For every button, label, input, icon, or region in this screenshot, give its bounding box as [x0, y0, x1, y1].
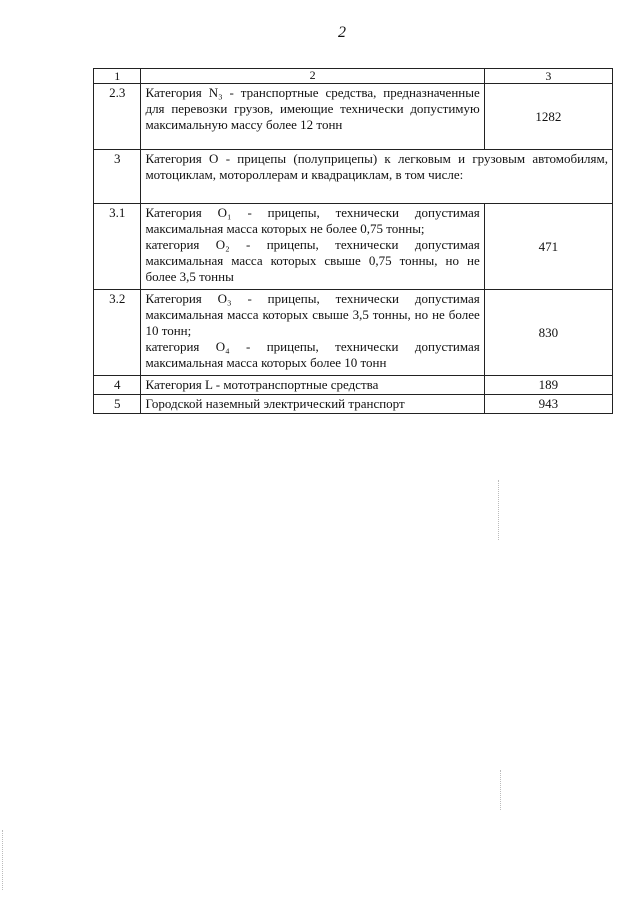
table-row	[94, 204, 613, 290]
row-description	[141, 84, 484, 150]
scan-mark	[2, 830, 3, 890]
header-cell-col1: 1	[94, 69, 141, 84]
row-value: 1282	[484, 84, 612, 150]
table-row	[94, 395, 613, 414]
row-number: 3	[94, 150, 141, 204]
document-table	[93, 68, 613, 414]
row-number: 2.3	[94, 84, 141, 150]
row-number: 4	[94, 376, 141, 395]
description-text: Категория L - мототранспортные средства	[145, 377, 379, 392]
row-description	[141, 290, 484, 376]
page-number: 2	[338, 24, 346, 41]
row-description	[141, 204, 484, 290]
table-row	[94, 84, 613, 150]
table-row	[94, 150, 613, 204]
row-description	[141, 376, 484, 395]
description-text: Городской наземный электрический транспорт	[145, 396, 405, 411]
header-cell-col3: 3	[484, 69, 612, 84]
row-number: 3.1	[94, 204, 141, 290]
row-value: 943	[484, 395, 612, 414]
scan-mark	[500, 770, 501, 810]
row-value: 471	[484, 204, 612, 290]
table-row	[94, 376, 613, 395]
description-text: Категория О₃ - прицепы, технически допустимая максимальная масса которых свыше 3,5 тонны, но не более 10 тонн;	[145, 291, 480, 338]
scan-mark	[498, 480, 499, 540]
table-header-row	[94, 69, 613, 84]
row-description	[141, 150, 613, 204]
header-cell-col2: 2	[141, 69, 484, 84]
row-value: 830	[484, 290, 612, 376]
description-text: Категория N₃ - транспортные средства, предназначенные для перевозки грузов, имеющие технически допустимую максимальную массу более 12 тонн	[145, 85, 480, 132]
description-text: категория О₂ - прицепы, технически допустимая максимальная масса которых свыше 0,75 тонны, но не более 3,5 тонны	[145, 237, 480, 284]
row-description	[141, 395, 484, 414]
row-number: 3.2	[94, 290, 141, 376]
table-row	[94, 290, 613, 376]
description-text: Категория О₁ - прицепы, технически допустимая максимальная масса которых не более 0,75 тонны;	[145, 205, 480, 236]
description-text: категория О₄ - прицепы, технически допустимая максимальная масса которых более 10 тонн	[145, 339, 480, 370]
row-number: 5	[94, 395, 141, 414]
description-text: Категория О - прицепы (полуприцепы) к легковым и грузовым автомобилям, мотоциклам, мотороллерам и квадрациклам, в том числе:	[145, 151, 608, 182]
row-value: 189	[484, 376, 612, 395]
